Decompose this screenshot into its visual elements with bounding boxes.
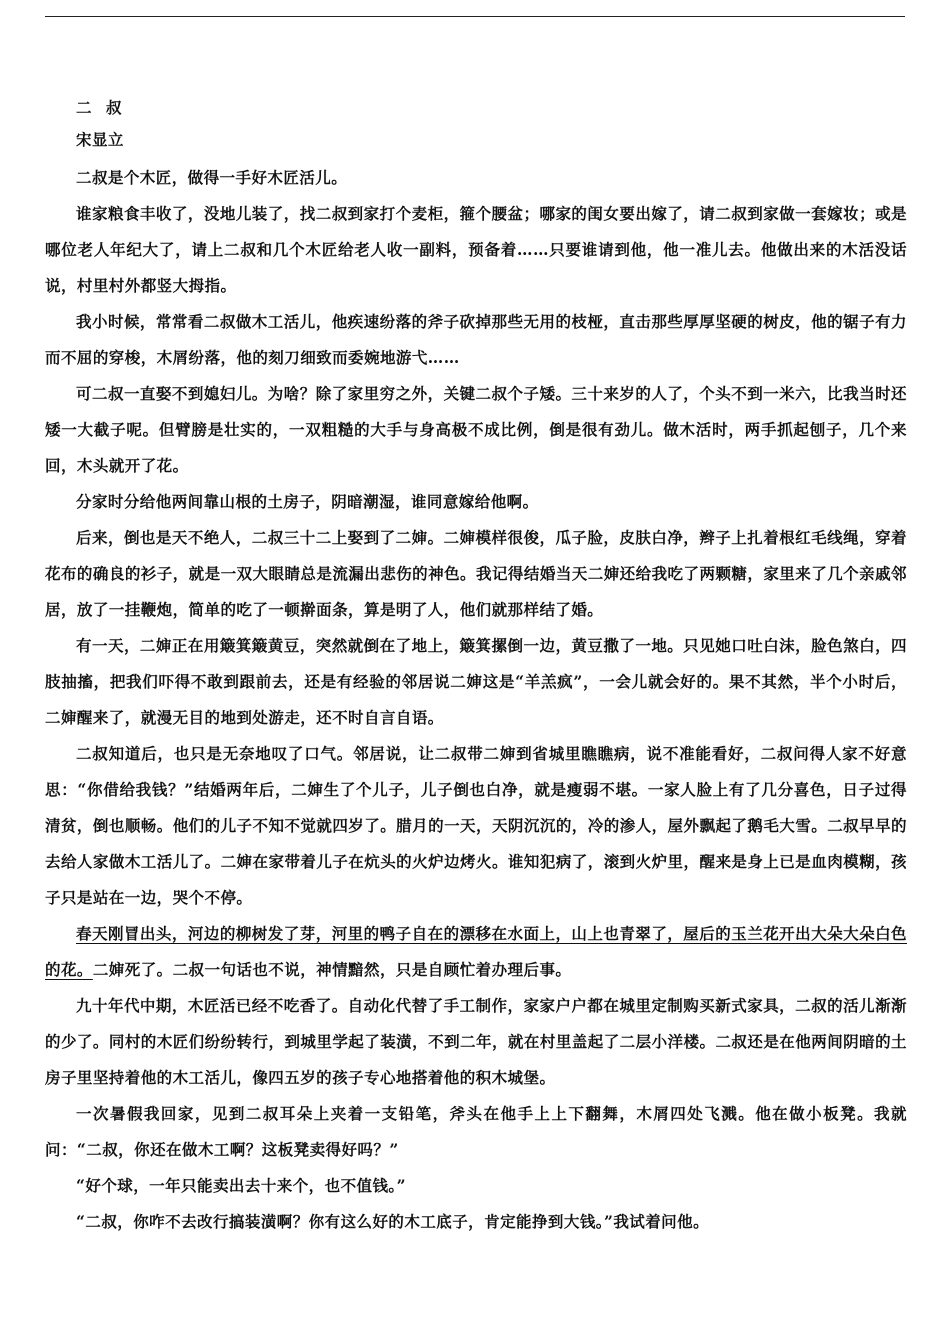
dialogue-line: “好个球，一年只能卖出去十来个，也不值钱。” [76,1176,406,1195]
paragraph: 一次暑假我回家，见到二叔耳朵上夹着一支铅笔，斧头在他手上上下翻舞，木屑四处飞溅。他在做小板凳。我就问：“二叔，你还在做木工啊？这板凳卖得好吗？” [45,1104,907,1159]
paragraph: 谁家粮食丰收了，没地儿装了，找二叔到家打个麦柜，箍个腰盆；哪家的闺女要出嫁了，请二叔到家做一套嫁妆；或是哪位老人年纪大了，请上二叔和几个木匠给老人收一副料，预备着……只要谁请到他，他一准儿去。他做出来的木活没话说，村里村外都竖大拇指。 [45,204,907,295]
title-char-1: 二 [76,98,92,117]
paragraph: 我小时候，常常看二叔做木工活儿，他疾速纷落的斧子砍掉那些无用的枝桠，直击那些厚厚坚硬的树皮，他的锯子有力而不屈的穿梭，木屑纷落，他的刻刀细致而委婉地游弋…… [45,312,907,367]
paragraph: 九十年代中期，木匠活已经不吃香了。自动化代替了手工制作，家家户户都在城里定制购买新式家具，二叔的活儿渐渐的少了。同村的木匠们纷纷转行，到城里学起了装潢，不到二年，就在村里盖起了二层小洋楼。二叔还是在他两间阴暗的土房子里坚持着他的木工活儿，像四五岁的孩子专心地搭着他的积木城堡。 [45,996,907,1087]
header-rule [45,16,905,17]
paragraph: 二叔知道后，也只是无奈地叹了口气。邻居说，让二叔带二婶到省城里瞧瞧病，说不准能看好，二叔问得人家不好意思：“你借给我钱？”结婚两年后，二婶生了个儿子，儿子倒也白净，就是瘦弱不堪。一家人脸上有了几分喜色，日子过得清贫，倒也顺畅。他们的儿子不知不觉就四岁了。腊月的一天，天阴沉沉的，冷的渗人，屋外飘起了鹅毛大雪。二叔早早的去给人家做木工活儿了。二婶在家带着儿子在炕头的火炉边烤火。谁知犯病了，滚到火炉里，醒来是身上已是血肉模糊，孩子只是站在一边，哭个不停。 [45,744,907,907]
underlined-passage: 春天刚冒出头，河边的柳树发了芽，河里的鸭子自在的漂移在水面上，山上也青翠了，屋后的玉兰花开出大朵大朵白色的花。 [45,924,907,979]
author-name: 宋显立 [76,130,124,149]
paragraph: 分家时分给他两间靠山根的土房子，阴暗潮湿，谁同意嫁给他啊。 [76,492,539,511]
document-body [45,96,907,1240]
dialogue-line: “二叔，你咋不去改行搞装潢啊？你有这么好的木工底子，肯定能挣到大钱。”我试着问他。 [76,1212,710,1231]
paragraph: 有一天，二婶正在用簸箕簸黄豆，突然就倒在了地上，簸箕摞倒一边，黄豆撒了一地。只见她口吐白沫，脸色煞白，四肢抽搐，把我们吓得不敢到跟前去，还是有经验的邻居说二婶这是“羊羔疯”，一会儿就会好的。果不其然，半个小时后，二婶醒来了，就漫无目的地到处游走，还不时自言自语。 [45,636,907,727]
title-char-2: 叔 [105,98,122,117]
paragraph: 二叔是个木匠，做得一手好木匠活儿。 [76,168,348,187]
story-title [45,96,907,120]
paragraph: 可二叔一直娶不到媳妇儿。为啥？除了家里穷之外，关键二叔个子矮。三十来岁的人了，个头不到一米六，比我当时还矮一大截子呢。但臂膀是壮实的，一双粗糙的大手与身高极不成比例，倒是很有劲儿。做木活时，两手抓起刨子，几个来回，木头就开了花。 [45,384,907,475]
spring-paragraph [45,916,907,988]
paragraph-continuation: 二婶死了。二叔一句话也不说，神情黯然，只是自顾忙着办理后事。 [92,960,572,979]
paragraph: 后来，倒也是天不绝人，二叔三十二上娶到了二婶。二婶模样很俊，瓜子脸，皮肤白净，辫子上扎着根红毛线绳，穿着花布的确良的衫子，就是一双大眼睛总是流漏出悲伤的神色。我记得结婚当天二婶还给我吃了两颗糖，家里来了几个亲戚邻居，放了一挂鞭炮，简单的吃了一顿擀面条，算是明了人，他们就那样结了婚。 [45,528,907,619]
